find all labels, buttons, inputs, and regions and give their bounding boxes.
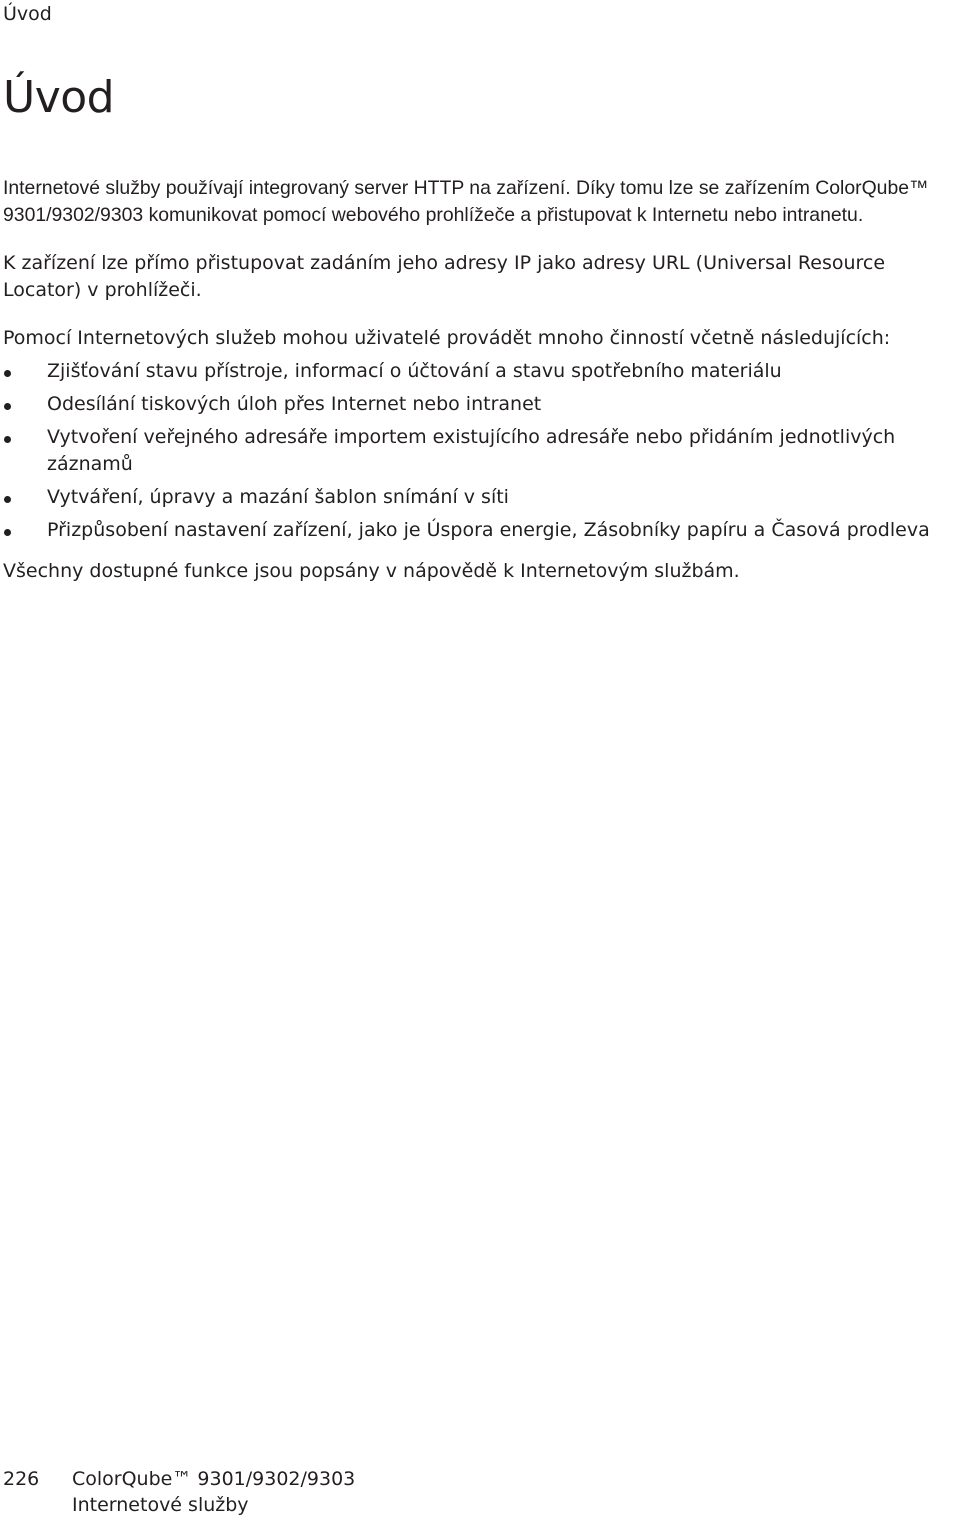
list-item-text: Přizpůsobení nastavení zařízení, jako je Úspora energie, Zásobníky papíru a Časová prodleva — [47, 519, 930, 541]
list-item — [3, 391, 958, 418]
help-note-paragraph: Všechny dostupné funkce jsou popsány v nápovědě k Internetovým službám. — [3, 560, 740, 582]
list-item-text: Odesílání tiskových úloh přes Internet nebo intranet — [47, 393, 542, 415]
footer-section-name: Internetové služby — [72, 1494, 249, 1516]
features-list — [3, 358, 958, 544]
page-footer — [3, 1466, 355, 1518]
list-item — [3, 424, 958, 478]
running-header: Úvod — [3, 3, 52, 25]
main-content — [3, 175, 958, 585]
bullet-icon — [4, 370, 11, 377]
bullet-icon — [4, 496, 11, 503]
list-item — [3, 484, 958, 511]
access-paragraph: K zařízení lze přímo přistupovat zadáním jeho adresy IP jako adresy URL (Universal Resource Locator) v prohlížeči. — [3, 252, 886, 301]
features-intro-paragraph: Pomocí Internetových služeb mohou uživatelé provádět mnoho činností včetně následujících: — [3, 327, 891, 349]
list-item-text: Zjišťování stavu přístroje, informací o účtování a stavu spotřebního materiálu — [47, 360, 782, 382]
list-item-text: Vytvoření veřejného adresáře importem existujícího adresáře nebo přidáním jednotlivých záznamů — [47, 426, 896, 475]
page-number: 226 — [3, 1468, 40, 1490]
list-item — [3, 358, 958, 385]
bullet-icon — [4, 436, 11, 443]
list-item — [3, 517, 958, 544]
list-item-text: Vytváření, úpravy a mazání šablon snímání v síti — [47, 486, 509, 508]
bullet-icon — [4, 529, 11, 536]
bullet-icon — [4, 403, 11, 410]
page-title: Úvod — [3, 72, 115, 123]
intro-paragraph: Internetové služby používají integrovaný server HTTP na zařízení. Díky tomu lze se zařízením ColorQube™ 9301/9302/9303 komunikovat pomocí webového prohlížeče a přistupovat k Internetu nebo intranetu. — [3, 177, 929, 226]
footer-product-name: ColorQube™ 9301/9302/9303 — [72, 1468, 356, 1490]
